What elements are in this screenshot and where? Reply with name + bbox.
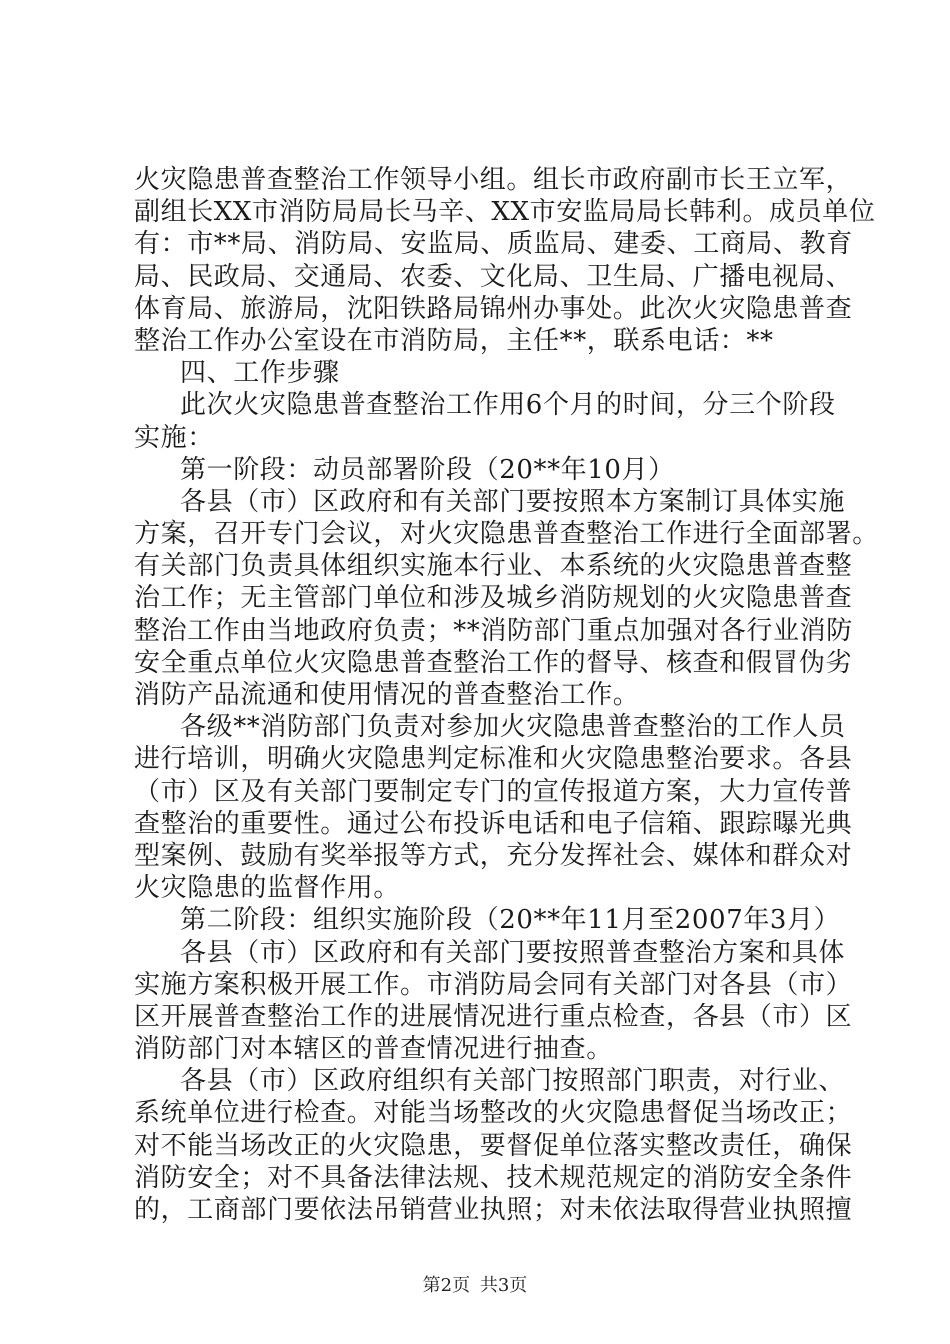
text-line: 火灾隐患的监督作用。 bbox=[134, 873, 401, 904]
text-line: 安全重点单位火灾隐患普查整治工作的督导、核查和假冒伪劣 bbox=[134, 647, 853, 678]
text-line: 体育局、旅游局，沈阳铁路局锦州办事处。此次火灾隐患普查 bbox=[134, 293, 853, 324]
text-line: 系统单位进行检查。对能当场整改的火灾隐患督促当场改正； bbox=[134, 1098, 853, 1129]
text-line: 消防部门对本辖区的普查情况进行抽查。 bbox=[134, 1034, 613, 1065]
text-line: 有：市**局、消防局、安监局、质监局、建委、工商局、教育 bbox=[134, 229, 853, 260]
page-footer bbox=[0, 1271, 950, 1297]
text-line: 各县（市）区政府和有关部门要按照本方案制订具体实施 bbox=[180, 486, 846, 517]
text-line: 进行培训，明确火灾隐患判定标准和火灾隐患整治要求。各县 bbox=[134, 744, 853, 775]
text-line: 各级**消防部门负责对参加火灾隐患普查整治的工作人员 bbox=[180, 712, 846, 743]
text-line: 实施方案积极开展工作。市消防局会同有关部门对各县（市） bbox=[134, 969, 853, 1000]
text-line: 各县（市）区政府和有关部门要按照普查整治方案和具体 bbox=[180, 937, 846, 968]
text-line: （市）区及有关部门要制定专门的宣传报道方案，大力宣传普 bbox=[134, 776, 853, 807]
text-line: 实施： bbox=[134, 422, 214, 453]
text-line: 整治工作办公室设在市消防局，主任**，联系电话：** bbox=[134, 325, 774, 356]
text-line: 方案，召开专门会议，对火灾隐患普查整治工作进行全面部署。 bbox=[134, 519, 879, 550]
text-line: 火灾隐患普查整治工作领导小组。组长市政府副市长王立军， bbox=[134, 165, 853, 195]
text-line: 此次火灾隐患普查整治工作用6个月的时间，分三个阶段 bbox=[180, 390, 836, 421]
text-line: 消防安全；对不具备法律法规、技术规范规定的消防安全条件 bbox=[134, 1162, 853, 1193]
page-number: 第2页 bbox=[422, 1275, 471, 1296]
text-line: 第一阶段：动员部署阶段（20**年10月） bbox=[180, 454, 675, 485]
text-line: 局、民政局、交通局、农委、文化局、卫生局、广播电视局、 bbox=[134, 261, 853, 292]
text-line: 的，工商部门要依法吊销营业执照；对未依法取得营业执照擅 bbox=[134, 1195, 853, 1225]
text-line: 副组长XX市消防局局长马辛、XX市安监局局长韩利。成员单位 bbox=[134, 197, 876, 228]
text-line: 整治工作由当地政府负责；**消防部门重点加强对各行业消防 bbox=[134, 615, 853, 646]
text-line: 第二阶段：组织实施阶段（20**年11月至2007年3月） bbox=[180, 905, 841, 936]
text-line: 治工作；无主管部门单位和涉及城乡消防规划的火灾隐患普查 bbox=[134, 583, 853, 614]
text-line: 有关部门负责具体组织实施本行业、本系统的火灾隐患普查整 bbox=[134, 551, 853, 582]
text-line: 对不能当场改正的火灾隐患，要督促单位落实整改责任，确保 bbox=[134, 1130, 853, 1161]
document-body bbox=[134, 164, 879, 1226]
page-total: 共3页 bbox=[479, 1275, 528, 1296]
text-line: 型案例、鼓励有奖举报等方式，充分发挥社会、媒体和群众对 bbox=[134, 840, 853, 871]
text-line: 各县（市）区政府组织有关部门按照部门职责，对行业、 bbox=[180, 1066, 846, 1097]
text-line: 四、工作步骤 bbox=[180, 358, 340, 389]
text-line: 消防产品流通和使用情况的普查整治工作。 bbox=[134, 680, 640, 710]
text-line: 查整治的重要性。通过公布投诉电话和电子信箱、跟踪曝光典 bbox=[134, 808, 853, 839]
text-line: 区开展普查整治工作的进展情况进行重点检查，各县（市）区 bbox=[134, 1001, 853, 1032]
